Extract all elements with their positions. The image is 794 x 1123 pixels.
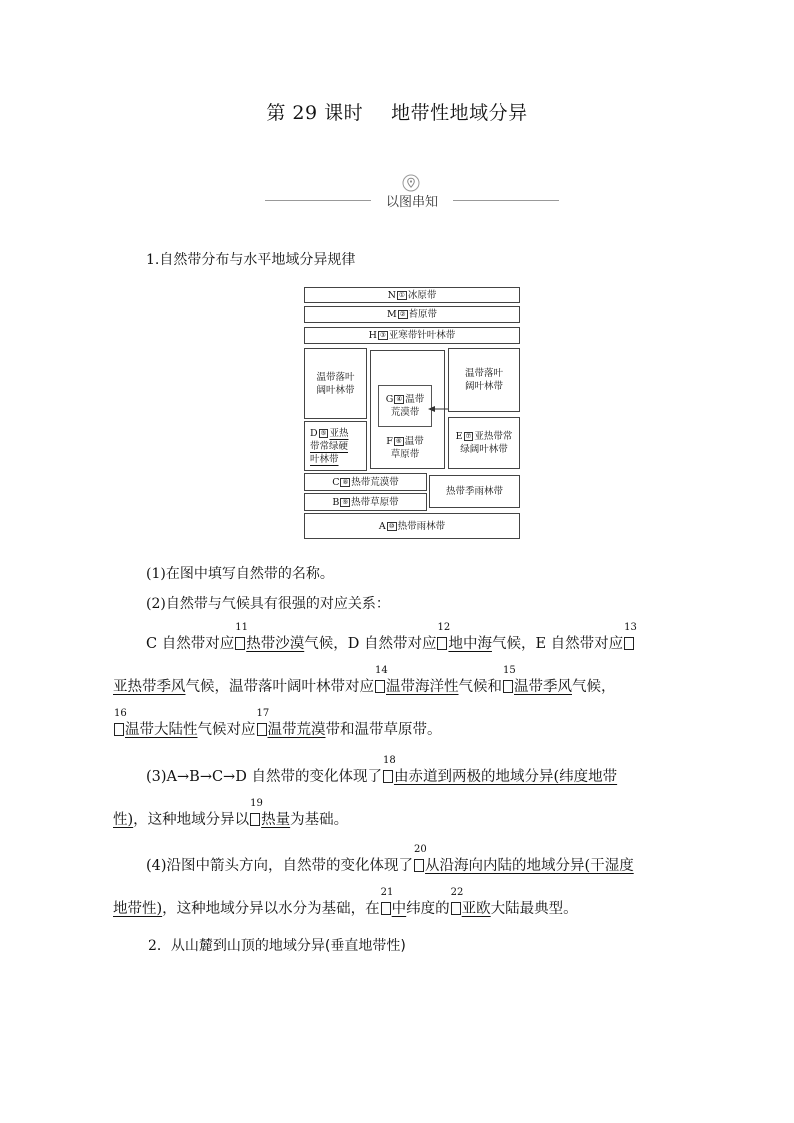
- answer-blank-22: 22: [451, 902, 461, 915]
- zone-h: H ③ 亚寒带针叶林带: [304, 327, 520, 344]
- section-heading-2: 2．从山麓到山顶的地域分异(垂直地带性): [148, 938, 406, 954]
- paragraph-7: 性)，这种地域分异以 19 热量为基础。: [113, 798, 349, 828]
- zone-d: D ⑤ 亚热 带常绿硬 叶林带: [304, 421, 367, 471]
- answer-blank-15: 15: [503, 680, 513, 693]
- answer-blank-12: 12: [437, 637, 447, 650]
- zone-c: C ⑧ 热带荒漠带: [304, 473, 427, 491]
- answer-blank-18: 18: [383, 770, 393, 783]
- answer-blank-13: 13: [624, 637, 634, 650]
- paragraph-5: 16 温带大陆性气候对应 17 温带荒漠带和温带草原带。: [114, 708, 442, 738]
- zone-g: G ④ 温带 荒漠带: [378, 385, 432, 427]
- divider-label: 以图串知: [385, 195, 438, 210]
- section-heading-1: 1.自然带分布与水平地域分异规律: [146, 252, 356, 268]
- zone-tropical-monsoon: 热带季雨林带: [429, 475, 520, 508]
- answer-blank-21: 21: [381, 902, 391, 915]
- answer-blank-14: 14: [375, 680, 385, 693]
- section-divider: [265, 172, 559, 212]
- zone-m: M ② 苔原带: [304, 306, 520, 323]
- zone-temperate-left: 温带落叶 阔叶林带: [304, 348, 367, 419]
- paragraph-2: (2)自然带与气候具有很强的对应关系：: [146, 596, 390, 612]
- zone-temperate-right: 温带落叶 阔叶林带: [448, 348, 520, 412]
- lesson-number: 第 29 课时: [266, 102, 364, 124]
- paragraph-8: (4)沿图中箭头方向，自然带的变化体现了 20 从沿海向内陆的地域分异(干湿度: [146, 844, 634, 874]
- answer-blank-19: 19: [250, 813, 260, 826]
- answer-blank-20: 20: [414, 859, 424, 872]
- paragraph-4: 亚热带季风气候，温带落叶阔叶林带对应 14 温带海洋性气候和 15 温带季风气候，: [113, 665, 616, 695]
- zone-n: N ① 冰原带: [304, 287, 520, 303]
- zone-f: F ⑥ 温带 草原带: [386, 436, 424, 460]
- page-title: [0, 98, 794, 125]
- divider-line-left: [265, 200, 371, 201]
- location-pin-icon: [402, 174, 420, 192]
- divider-line-right: [453, 200, 559, 201]
- lesson-topic: 地带性地域分异: [391, 102, 528, 124]
- answer-blank-11: 11: [235, 637, 245, 650]
- zone-a: A ⑩ 热带雨林带: [304, 513, 520, 539]
- paragraph-6: (3)A→B→C→D 自然带的变化体现了 18 由赤道到两极的地域分异(纬度地带: [146, 755, 618, 785]
- answer-blank-16: 16: [114, 723, 124, 736]
- zone-b: B ⑨ 热带草原带: [304, 493, 427, 511]
- answer-blank-17: 17: [257, 723, 267, 736]
- zone-e: E ⑦ 亚热带常 绿阔叶林带: [448, 417, 520, 469]
- natural-zone-diagram: [300, 284, 524, 544]
- paragraph-9: 地带性)，这种地域分异以水分为基础，在 21 中纬度的 22 亚欧大陆最典型。: [113, 887, 578, 917]
- paragraph-1: (1)在图中填写自然带的名称。: [146, 566, 334, 582]
- paragraph-3: C 自然带对应 11 热带沙漠气候，D 自然带对应 12 地中海气候，E 自然带对应 13: [146, 622, 637, 652]
